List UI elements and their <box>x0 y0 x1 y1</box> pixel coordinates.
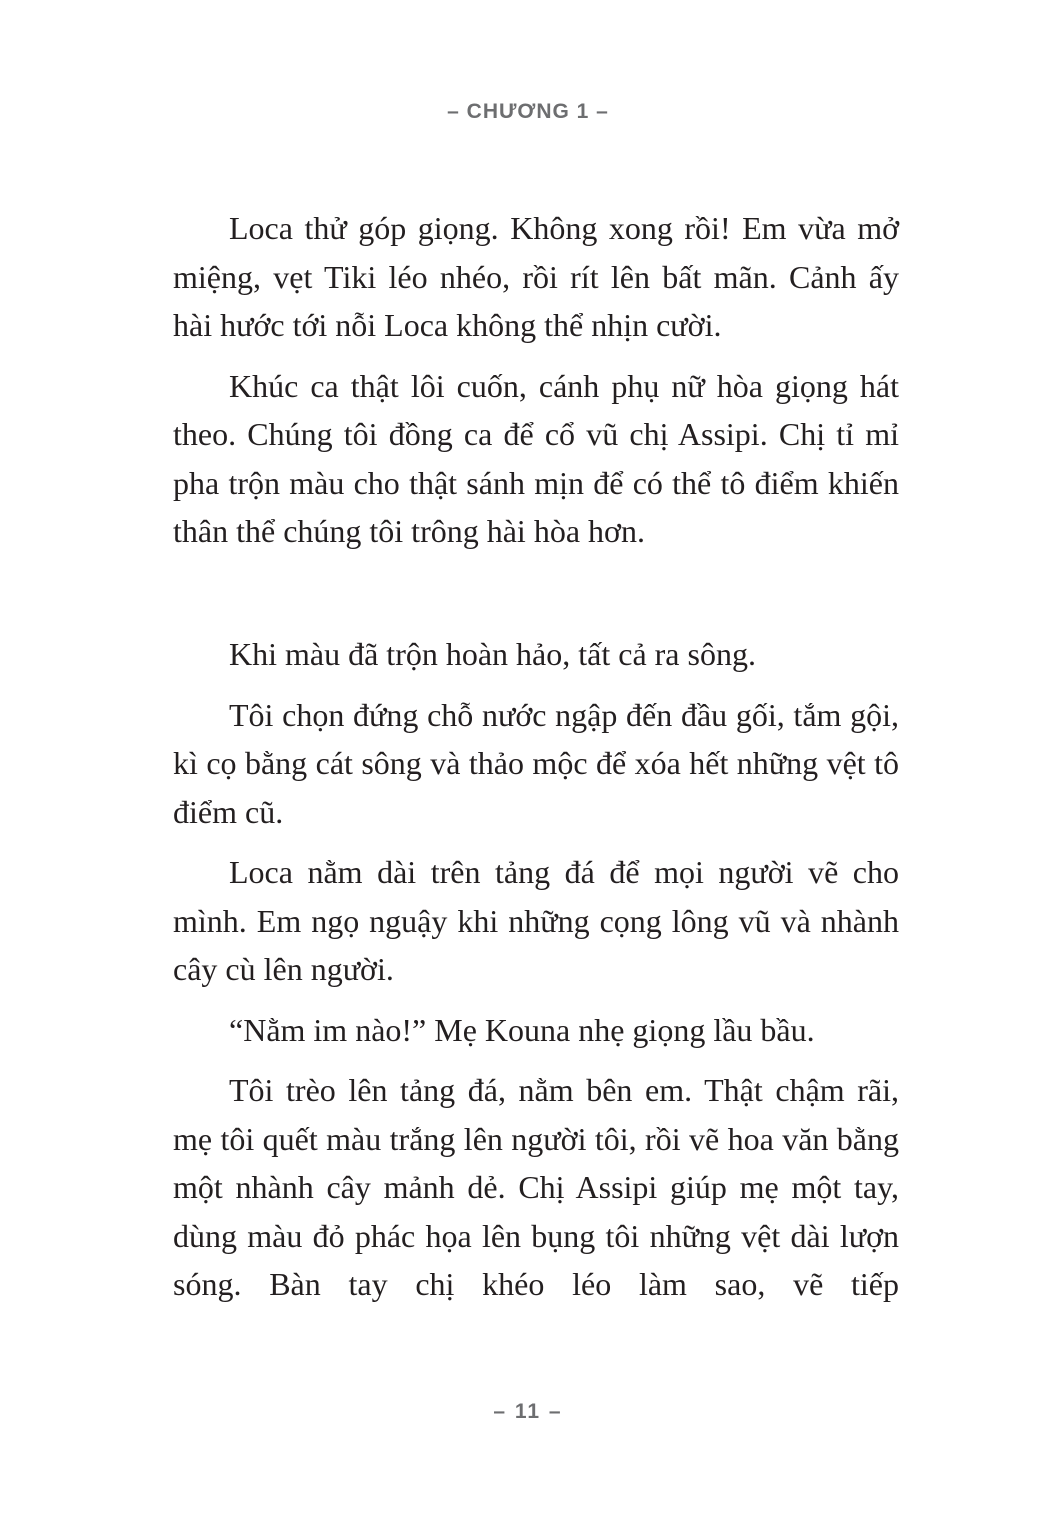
paragraph: Loca nằm dài trên tảng đá để mọi người vẽ cho mình. Em ngọ nguậy khi những cọng lông vũ và nhành cây cù lên người. <box>173 854 899 987</box>
paragraph: “Nằm im nào!” Mẹ Kouna nhẹ giọng lầu bầu. <box>229 1011 815 1048</box>
page-number: – 11 – <box>493 1400 563 1423</box>
paragraph: Tôi trèo lên tảng đá, nằm bên em. Thật chậm rãi, mẹ tôi quết màu trắng lên người tôi, rồi vẽ hoa văn bằng một nhành cây mảnh dẻ. Chị Assipi giúp mẹ một tay, dùng màu đỏ phác họa lên bụng tôi những vệt dài lượn sóng. Bàn tay chị khéo léo làm sao, vẽ tiếp <box>173 1072 899 1302</box>
paragraph: Tôi chọn đứng chỗ nước ngập đến đầu gối, tắm gội, kì cọ bằng cát sông và thảo mộc để xóa hết những vệt tô điểm cũ. <box>173 696 899 830</box>
paragraph: Khi màu đã trộn hoàn hảo, tất cả ra sông. <box>229 636 756 672</box>
paragraph: Khúc ca thật lôi cuốn, cánh phụ nữ hòa giọng hát theo. Chúng tôi đồng ca để cổ vũ chị Assipi. Chị tỉ mỉ pha trộn màu cho thật sánh mịn để có thể tô điểm khiến thân thể chúng tôi trông hài hòa hơn. <box>173 367 899 549</box>
paragraph: Loca thử góp giọng. Không xong rồi! Em vừa mở miệng, vẹt Tiki léo nhéo, rồi rít lên bất mãn. Cảnh ấy hài hước tới nỗi Loca không thể nhịn cười. <box>173 210 899 343</box>
chapter-header: – CHƯƠNG 1 – <box>447 100 609 123</box>
text-section-1 <box>173 204 899 568</box>
text-section-2 <box>173 630 899 1321</box>
